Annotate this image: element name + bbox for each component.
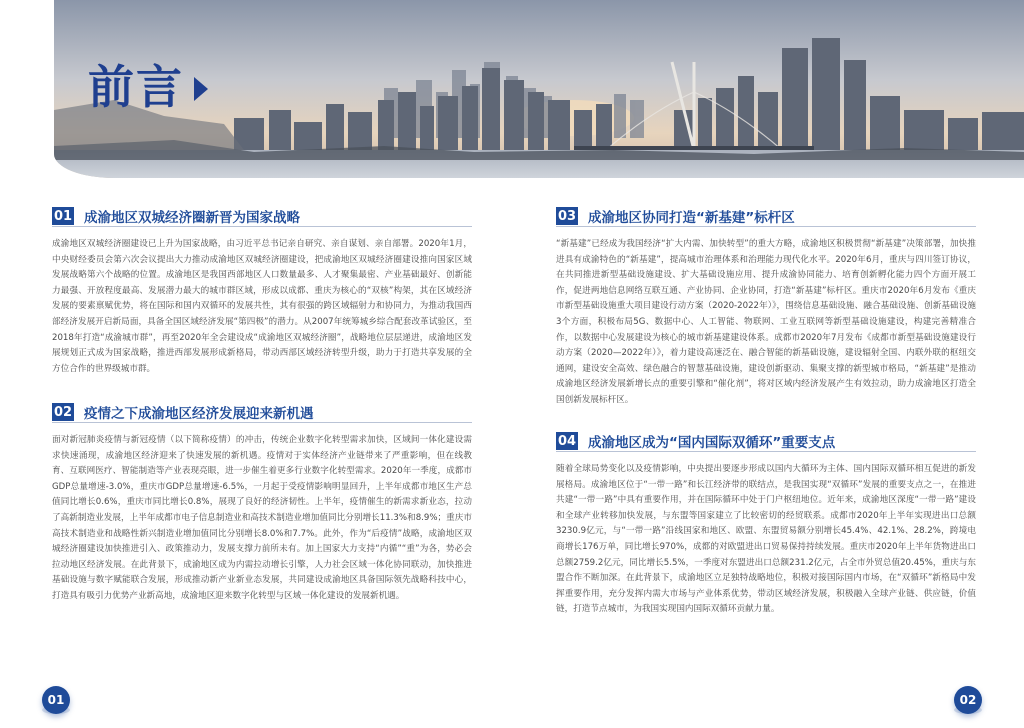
page-title-group xyxy=(88,60,208,114)
section-header xyxy=(52,401,472,423)
right-page-number: 02 xyxy=(954,686,982,714)
section-title: 成渝地区成为“国内国际双循环”重要支点 xyxy=(588,435,836,451)
section-title: 成渝地区双城经济圈新晋为国家战略 xyxy=(84,210,300,226)
title-arrow-icon xyxy=(194,77,208,101)
section-header xyxy=(556,430,976,452)
section-body: 面对新冠肺炎疫情与新冠疫情（以下简称疫情）的冲击，传统企业数字化转型需求加快，区域间一体化建设需求快速涌现，成渝地区经济迎来了快速发展的新机遇。疫情对于实体经济产业链带来了严重影响，但在线教育、互联网医疗、智能制造等产业表现亮眼，进一步催生着更多行业数字化转型需求。2020年一季度，成都市GDP总量增速-3.0%，重庆市GDP总量增速-6.5%，一月起于受疫情影响明显回升，上半年成都市地区生产总值同比增长0.6%，重庆市同比增长0.8%，展现了良好的经济韧性。上半年，疫情催生的新需求新业态，拉动了高新制造业发展，上半年成都市电子信息制造业和高技术制造业增加值同比分别增长11.3%和8.9%；重庆市高技术制造业和战略性新兴制造业增加值同比分别增长8.0%和7.7%。此外，作为“后疫情”战略，成渝地区双城经济圈建设加快推进引入、政策推动力，发展支撑力前所未有。加上国家大力支持“内循”“重”为各，势必会拉动地区经济发展。在此背景下，成渝地区成为内需拉动增长引擎，人力社会区域一体化协同联动，加快推进基础设施与数字赋能联合发展，形成推动新产业新业态发展，共同建设成渝地区具备国际领先战略科技中心，打造具有吸引力优势产业新高地，成渝地区迎来数字化转型与区域一体化建设的发展新机遇。 xyxy=(52,435,472,601)
section-body: 随着全球局势变化以及疫情影响，中央提出要逐步形成以国内大循环为主体、国内国际双循环相互促进的新发展格局。成渝地区位于“一带一路”和长江经济带的联结点，是我国实现“双循环”发展的重要支点之一，在推进共建“一带一路”中具有重要作用，并在国际循环中处于门户枢纽地位。近年来，成渝地区深度“一带一路”建设和全球产业转移加快发展，与东盟等国家建立了比较密切的经贸联系。成都市2020年上半年实现进出口总额3230.9亿元，与“一带一路”沿线国家和地区、欧盟、东盟贸易额分别增长45.4%、42.1%、28.2%，跨境电商增长176万单，同比增长970%，成都的对欧盟进出口贸易保持持续发展。重庆市2020年上半年货物进出口总额2759.2亿元，同比增长5.5%，一季度对东盟进出口总额231.2亿元，占全市外贸总值20.45%，重庆与东盟合作不断加深。在此背景下，成渝地区立足独特战略地位，积极对接国际国内市场，在“双循环”新格局中发挥重要作用，充分发挥内需大市场与产业体系优势，带动区域经济发展，积极融入全球产业链、供应链，价值链，打造节点城市，为我国实现国内国际双循环贡献力量。 xyxy=(556,464,976,615)
section-divider xyxy=(556,451,976,452)
section-title: 成渝地区协同打造“新基建”标杆区 xyxy=(588,210,795,226)
section-number-badge: 04 xyxy=(557,433,577,449)
page-title: 前言 xyxy=(88,60,184,114)
section-divider xyxy=(556,226,976,227)
section-epidemic-opportunity xyxy=(52,401,472,605)
section-number-badge: 01 xyxy=(53,208,73,224)
section-divider xyxy=(52,422,472,423)
section-title: 疫情之下成渝地区经济发展迎来新机遇 xyxy=(84,406,314,422)
section-number-badge: 02 xyxy=(53,404,73,420)
section-header xyxy=(52,205,472,227)
section-number-badge: 03 xyxy=(557,208,577,224)
section-new-infrastructure xyxy=(556,205,976,409)
section-dual-circulation xyxy=(556,430,976,618)
section-body: 成渝地区双城经济圈建设已上升为国家战略，由习近平总书记亲自研究、亲自谋划、亲自部署。2020年1月，中央财经委员会第六次会议提出大力推动成渝地区双城经济圈建设，把成渝地区双城经济圈建设推向国家区域发展战略第六个战略的位置。成渝地区是我国西部地区人口数量最多、人才聚集最密、产业基础最好、创新能力最强、开放程度最高、发展潜力最大的城市群区域，形成以成都、重庆为核心的“双核”构架，其在区域经济发展的要素禀赋优势，将在国际和国内双循环的发展共性，其有很强的跨区域辐射力和协同力，为推动我国西部经济发展开启新局面，具备全国区域经济发展“第四极”的潜力。从2007年统筹城乡综合配套改革试验区，至2018年打造“成渝城市群”，再至2020年全会建设成“成渝地区双城经济圈”，战略地位层层递进，成渝地区发展规划正式成为国家战略，推进西部发展形成新格局，带动西部区域经济转型升级，助力于打造共享发展的全方位合作的世界级城市群。 xyxy=(52,239,472,374)
section-header xyxy=(556,205,976,227)
section-divider xyxy=(52,226,472,227)
left-page-number: 01 xyxy=(42,686,70,714)
section-national-strategy xyxy=(52,205,472,377)
section-body: “新基建”已经成为我国经济“扩大内需、加快转型”的重大方略，成渝地区积极贯彻“新基建”决策部署，加快推进具有成渝特色的“新基建”，提高城市治理体系和治理能力现代化水平。2020年6月，重庆与四川签订协议，在共同推进新型基础设施建设、扩大基础设施应用、提升成渝协同能力、培育创新孵化能力四个方面开展工作，促进两地信息网络互联互通、产业协同、企业协同，打造“新基建”标杆区。重庆市2020年6月发布《重庆市新型基础设施重大项目建设行动方案（2020-2022年）》，围绕信息基础设施、融合基础设施、创新基础设施3个方面，积极布局5G、数据中心、人工智能、物联网、工业互联网等新型基础设施建设，构建完善精准合作，以数据中心发展建设为核心的城市新基建建设体系。成都市2020年7月发布《成都市新型基础设施建设行动方案（2020—2022年）》，着力建设高速泛在、融合智能的新基础设施，建设辐射全国、内联外联的枢纽交通网，建设安全高效、绿色融合的智慧基础设施，建设创新驱动、集聚支撑的新型城市格局，“新基建”是推动成渝地区经济发展新增长点的重要引擎和“催化剂”，将对区域内经济发展产生有效拉动，助力成渝地区打造全国创新发展标杆区。 xyxy=(556,239,976,405)
